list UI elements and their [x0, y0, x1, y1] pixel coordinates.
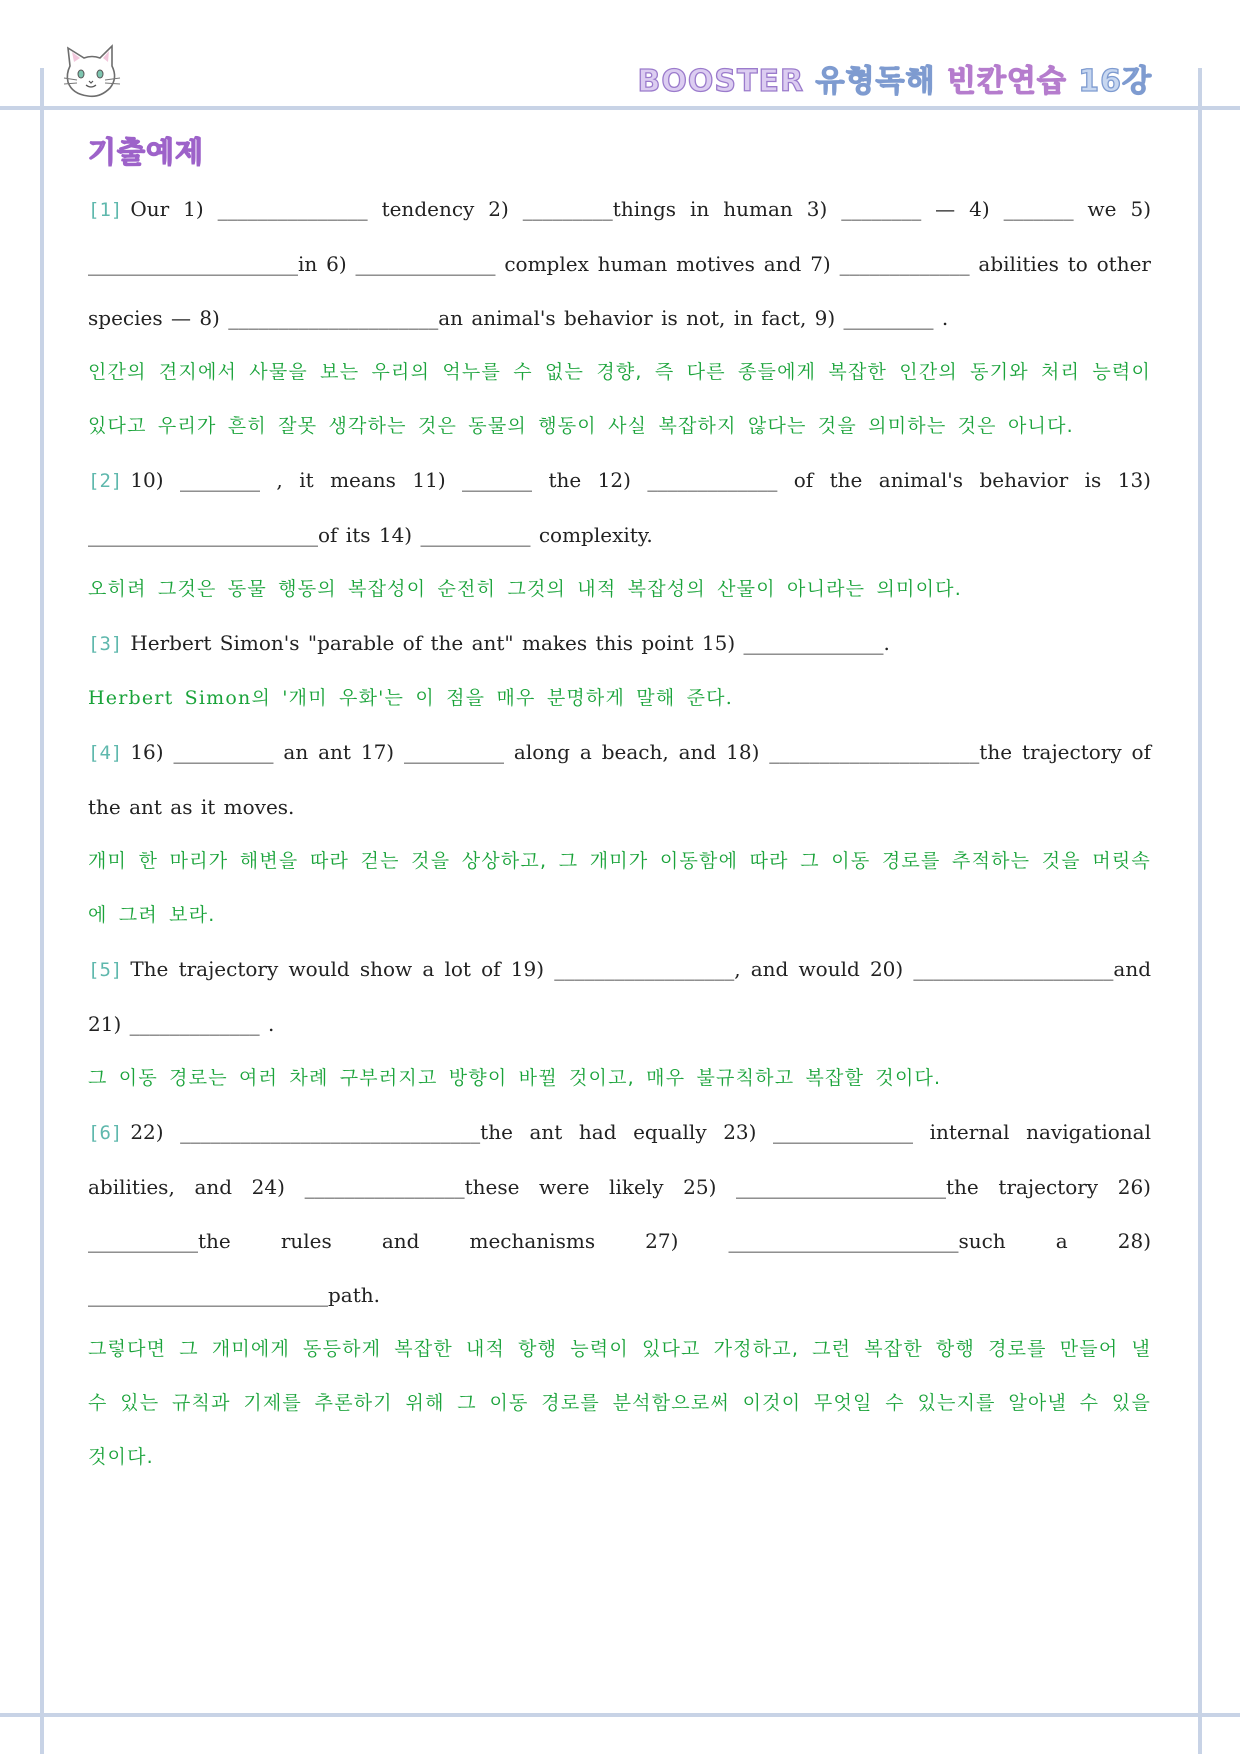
title-booster: BOOSTER: [637, 64, 805, 99]
item-3-english: [88, 616, 1151, 671]
item-6-english: [88, 1105, 1151, 1322]
english-sentence: 22) ______________________________the ant had equally 23) ______________ internal navigational abilities, and 24) ________________these were likely 25) _____________________the trajectory 26) ___________the rules and mechanisms 27) _______________________such a 28) ________________________path.: [88, 1120, 1151, 1307]
title-reading: 유형독해: [815, 64, 936, 99]
cat-icon: [60, 44, 124, 102]
item-1-english: [88, 182, 1151, 345]
item-5-english: [88, 942, 1151, 1051]
title-practice: 빈칸연습: [946, 64, 1067, 99]
item-number: [1]: [88, 199, 123, 221]
item-2-english: [88, 453, 1151, 562]
english-sentence: The trajectory would show a lot of 19) __________________, and would 20) ____________________and 21) _____________ .: [88, 957, 1151, 1036]
english-sentence: 10) ________ , it means 11) _______ the 12) _____________ of the animal's behavior is 13) _______________________of its 14) ___________ complexity.: [88, 468, 1151, 547]
bottom-rule: [0, 1713, 1240, 1717]
title-lesson: 16강: [1078, 64, 1152, 99]
item-2-korean: 오히려 그것은 동물 행동의 복잡성이 순전히 그것의 내적 복잡성의 산물이 아니라는 의미이다.: [88, 578, 962, 600]
item-4-korean: 개미 한 마리가 해변을 따라 걷는 것을 상상하고, 그 개미가 이동함에 따라 그 이동 경로를 추적하는 것을 머릿속에 그려 보라.: [88, 850, 1151, 926]
item-number: [4]: [88, 742, 123, 764]
item-1-korean: 인간의 견지에서 사물을 보는 우리의 억누를 수 없는 경향, 즉 다른 종들에게 복잡한 인간의 동기와 처리 능력이 있다고 우리가 흔히 잘못 생각하는 것은 동물의 행동이 사실 복잡하지 않다는 것을 의미하는 것은 아니다.: [88, 361, 1151, 437]
section-title: 기출예제: [88, 135, 205, 169]
page-title: [638, 56, 1152, 100]
item-6-korean: 그렇다면 그 개미에게 동등하게 복잡한 내적 항행 능력이 있다고 가정하고, 그런 복잡한 항행 경로를 만들어 낼 수 있는 규칙과 기제를 추론하기 위해 그 이동 경로를 분석함으로써 이것이 무엇일 수 있는지를 알아낼 수 있을 것이다.: [88, 1338, 1151, 1468]
item-5-korean: 그 이동 경로는 여러 차례 구부러지고 방향이 바뀔 것이고, 매우 불규칙하고 복잡할 것이다.: [88, 1067, 942, 1089]
english-sentence: 16) __________ an ant 17) __________ along a beach, and 18) _____________________the trajectory of the ant as it moves.: [88, 740, 1151, 819]
item-number: [3]: [88, 633, 123, 655]
english-sentence: Herbert Simon's "parable of the ant" makes this point 15) ______________.: [130, 631, 890, 655]
item-number: [6]: [88, 1122, 123, 1144]
left-rule: [40, 68, 44, 1754]
right-rule: [1198, 68, 1202, 1754]
item-number: [5]: [88, 959, 123, 981]
item-3-korean: Herbert Simon의 '개미 우화'는 이 점을 매우 분명하게 말해 준다.: [88, 687, 733, 709]
item-4-english: [88, 725, 1151, 834]
item-number: [2]: [88, 470, 123, 492]
exercise-body: [88, 182, 1151, 1484]
top-rule: [0, 106, 1240, 110]
english-sentence: Our 1) _______________ tendency 2) _________things in human 3) ________ — 4) _______ we 5) _____________________in 6) ______________ complex human motives and 7) _____________ abilities to other species — 8) _____________________an animal's behavior is not, in fact, 9) _________ .: [88, 197, 1151, 330]
